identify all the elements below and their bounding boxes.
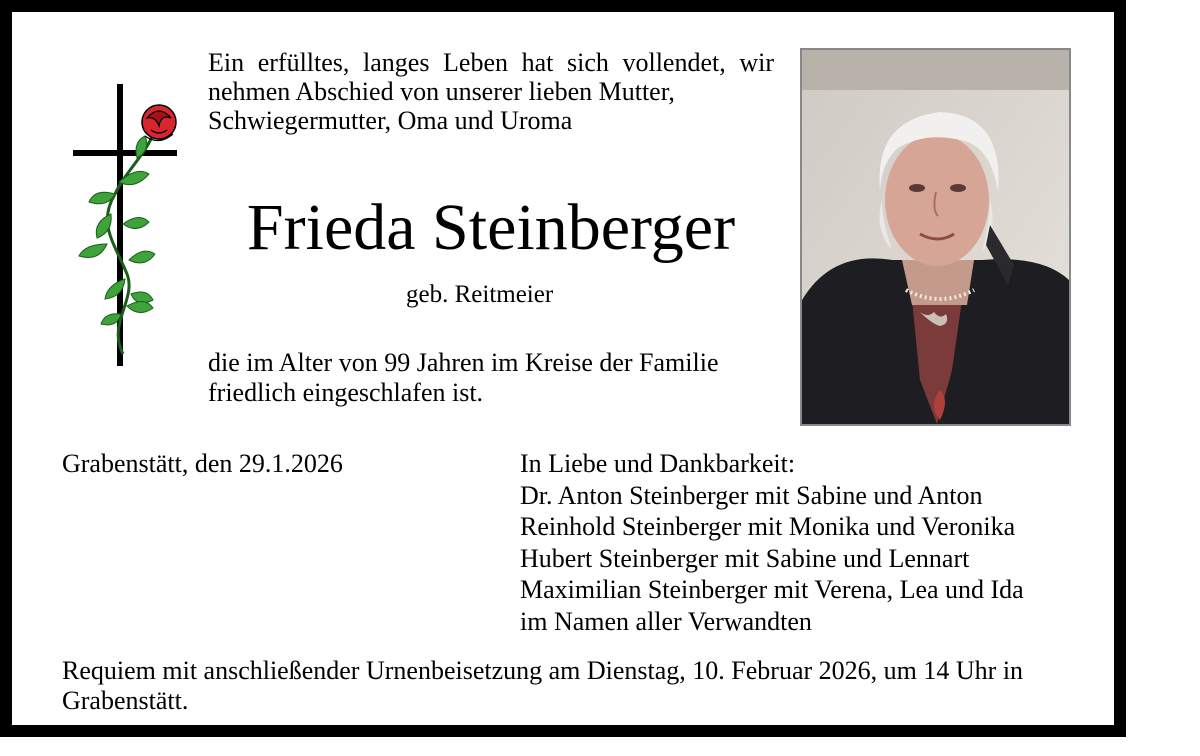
intro-text	[208, 48, 774, 135]
portrait-illustration	[802, 50, 1069, 424]
cross-with-rose-icon	[67, 74, 187, 374]
age-text	[208, 348, 788, 408]
place-date: Grabenstätt, den 29.1.2026	[62, 449, 343, 478]
maiden-name: geb. Reitmeier	[406, 281, 554, 308]
thanks-heading: In Liebe und Dankbarkeit:	[520, 449, 796, 478]
mourner-line: Maximilian Steinberger mit Verena, Lea und Ida	[520, 575, 1024, 604]
portrait-photo	[800, 48, 1071, 426]
mourner-line: Dr. Anton Steinberger mit Sabine und Anton	[520, 480, 983, 510]
mourners-block	[520, 448, 1024, 637]
intro-line: Ein erfülltes, langes Leben hat sich vollendet, wir nehmen Abschied von unserer lieben Mutter,	[208, 48, 774, 106]
age-line-1: die im Alter von 99 Jahren im Kreise der Familie	[208, 348, 719, 377]
page-margin	[1126, 0, 1130, 737]
deceased-name: Frieda Steinberger	[246, 191, 736, 264]
mourner-line: im Namen aller Verwandten	[520, 606, 812, 636]
mourner-line: Reinhold Steinberger mit Monika und Veronika	[520, 512, 1016, 541]
age-line-2: friedlich eingeschlafen ist.	[208, 378, 484, 407]
intro-line-last: Schwiegermutter, Oma und Uroma	[208, 106, 573, 135]
requiem-text: Requiem mit anschließender Urnenbeisetzung am Dienstag, 10. Februar 2026, um 14 Uhr in Grabenstätt.	[62, 656, 1024, 715]
mourner-line: Hubert Steinberger mit Sabine und Lennart	[520, 543, 970, 573]
